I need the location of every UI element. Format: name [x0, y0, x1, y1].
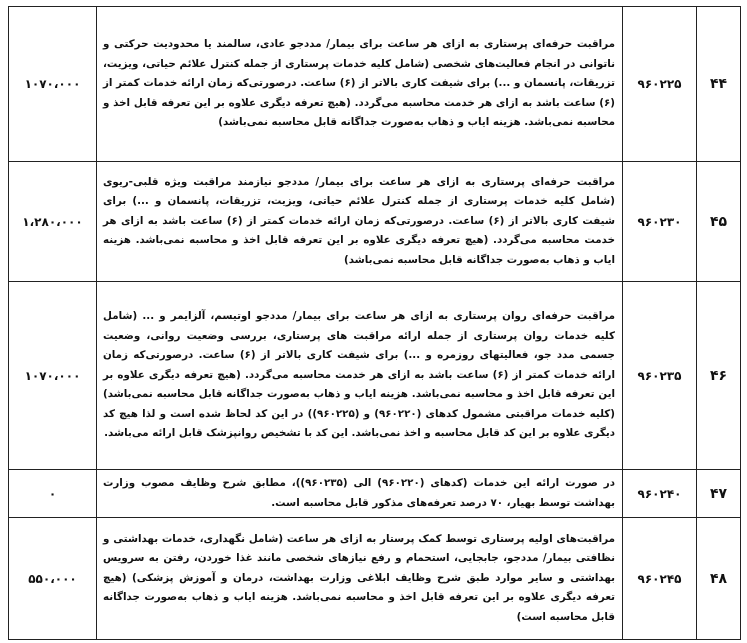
tariff-price: ۱۰۷۰،۰۰۰ — [9, 282, 97, 470]
row-number: ۴۷ — [697, 470, 741, 518]
row-number: ۴۶ — [697, 282, 741, 470]
service-code: ۹۶۰۲۳۵ — [623, 282, 697, 470]
service-description: مراقبت حرفه‌ای روان پرستاری به ازای هر ساعت برای بیمار/ مددجو اوتیسم، آلزایمر و ... (شامل کلیه خدمات روان پرستاری از جمله ارائه مراقبت های پرستاری، بررسی وضعیت روانی، وضعیت جسمی مدد جو، فعالیتهای روزمره و ...) برای شیفت کاری بالاتر از (۶) ساعت. درصورتی‌که زمان ارائه خدمات کمتر از (۶) ساعت باشد به ازای هر خدمت محاسبه می‌گردد. (هیچ تعرفه دیگری علاوه بر این تعرفه قابل اخذ و محاسبه نمی‌باشد. هزینه ایاب و ذهاب به‌صورت جداگانه قابل محاسبه نمی‌باشد) (کلیه خدمات مراقبتی مشمول کدهای (۹۶۰۲۲۰) و (۹۶۰۲۲۵)) در این کد لحاظ شده است و لذا هیچ کد دیگری علاوه بر این کد قابل محاسبه و اخذ نمی‌باشد. این کد با تشخیص روانپزشک قابل ارائه می‌باشد. — [97, 282, 623, 470]
tariff-price: ۵۵۰،۰۰۰ — [9, 518, 97, 640]
service-description: در صورت ارائه این خدمات (کدهای (۹۶۰۲۲۰) الی (۹۶۰۲۳۵))، مطابق شرح وظایف مصوب وزارت بهداشت توسط بهیار، ۷۰ درصد تعرفه‌های مذکور قابل محاسبه است. — [97, 470, 623, 518]
service-description: مراقبت حرفه‌ای پرستاری به ازای هر ساعت برای بیمار/ مددجو نیازمند مراقبت ویژه قلبی-ریوی (شامل کلیه خدمات پرستاری از جمله کنترل علائم حیاتی، ویزیت، تزریقات، پانسمان و ...) برای شیفت کاری بالاتر از (۶) ساعت. درصورتی‌که زمان ارائه خدمات کمتر از (۶) ساعت باشد به ازای هر خدمت محاسبه می‌گردد. (هیچ تعرفه دیگری علاوه بر این تعرفه قابل اخذ و محاسبه نمی‌باشد. هزینه ایاب و ذهاب به‌صورت جداگانه قابل محاسبه نمی‌باشد) — [97, 162, 623, 282]
tariff-price: ۰ — [9, 470, 97, 518]
service-description: مراقبت حرفه‌ای پرستاری به ازای هر ساعت برای بیمار/ مددجو عادی، سالمند یا محدودیت حرکتی و ناتوانی در انجام فعالیت‌های شخصی (شامل کلیه خدمات پرستاری از جمله کنترل علائم حیاتی، ویزیت، تزریقات، پانسمان و ...) برای شیفت کاری بالاتر از (۶) ساعت. درصورتی‌که زمان ارائه خدمات کمتر از (۶) ساعت باشد به ازای هر خدمت محاسبه می‌گردد. (هیچ تعرفه دیگری علاوه بر این تعرفه قابل اخذ و محاسبه نمی‌باشد. هزینه ایاب و ذهاب به‌صورت جداگانه قابل محاسبه نمی‌باشد) — [97, 7, 623, 162]
service-code: ۹۶۰۲۴۵ — [623, 518, 697, 640]
tariff-price: ۱،۲۸۰،۰۰۰ — [9, 162, 97, 282]
table-row — [9, 282, 741, 470]
tariff-price: ۱۰۷۰،۰۰۰ — [9, 7, 97, 162]
service-code: ۹۶۰۲۳۰ — [623, 162, 697, 282]
table-row — [9, 7, 741, 162]
tariff-table — [8, 6, 741, 640]
table-row — [9, 518, 741, 640]
service-code: ۹۶۰۲۲۵ — [623, 7, 697, 162]
row-number: ۴۴ — [697, 7, 741, 162]
service-code: ۹۶۰۲۴۰ — [623, 470, 697, 518]
table-row — [9, 162, 741, 282]
table-row — [9, 470, 741, 518]
service-description: مراقبت‌های اولیه پرستاری توسط کمک پرستار به ازای هر ساعت (شامل نگهداری، خدمات بهداشتی و نظافتی بیمار/ مددجو، جابجایی، استحمام و رفع نیازهای شخصی مانند غذا خوردن، رفتن به سرویس بهداشتی و سایر موارد طبق شرح وظایف ابلاغی وزارت بهداشت، درمان و آموزش پزشکی) (هیچ تعرفه دیگری علاوه بر این تعرفه قابل اخذ و محاسبه نمی‌باشد. هزینه ایاب و ذهاب به‌صورت جداگانه قابل محاسبه است) — [97, 518, 623, 640]
row-number: ۴۸ — [697, 518, 741, 640]
row-number: ۴۵ — [697, 162, 741, 282]
